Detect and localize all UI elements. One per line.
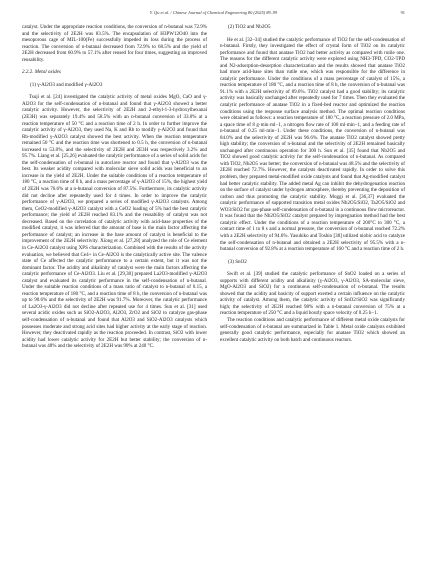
intro-paragraph: catalyst. Under the appropriate reaction conditions, the conversion of n-butanal was 72.9% and the selectivity of 2E2H was 83.5%. The encapsulation of H3PW12O40 into the mesoporous cage of MIL-100(Fe) successfully impeded its loss during the process of reaction. The conversion of n-butanal decreased from 72.9% to 68.5% and the yield of 2E2H decreased from 60.9% to 57.1% after reused for four times, suggesting an improved reusability.: [22, 24, 207, 63]
left-column: [22, 24, 207, 350]
paragraph-sno2: Swift et al. [39] studied the catalytic performance of SnO2 loaded on a series of supports with different acidity and alkalinity (γ-Al2O3, γ-Al2O3, SA-molecular sieve, MgO-Al2O3 and SiO2) for a continuous self-condensation of n-butanal. The results showed that the acidity and basicity of support exerted a certain influence on the catalytic activity of catalyst. Among them, the catalytic activity of SnO2/SiO2 was significantly high; the selectivity of 2E2H reached 98% with a n-butanal conversion of 75% at a reaction temperature of 250 °C and a liquid hourly space velocity of 0.25 h−1.: [220, 271, 405, 317]
section-heading-metal-oxides: 2.2.2. Metal oxides: [22, 69, 61, 76]
running-head-citation: Y. Qu et al. / Chinese Journal of Chemical Engineering 80 (2025) 89–99: [149, 10, 278, 15]
subsection-heading-sno2: (3) SnO2: [228, 258, 247, 265]
two-column-body: [22, 24, 405, 350]
subsection-heading-tio2-nb2o5: (2) TiO2 and Nb2O5: [228, 24, 271, 30]
paragraph-tio2-nb2o5: He et al. [32–34] studied the catalytic performance of TiO2 for the self-condensation of n-butanal. Firstly, they investigated the effect of crystal form of TiO2 on its catalytic performance and found that anatase TiO2 had better activity as compared with rutile one. The reasons for the different catalytic activity were explored using NH3-TPD, CO2-TPD and N2-adsorption-desorption characterization and the results showed that anatase TiO2 had more acid-base sites than rutile one, which was responsible for the difference in catalytic performance. Under the conditions of a mass percentage of catalyst of 15%, a reaction temperature of 180 °C, and a reaction time of 8 h, the conversion of n-butanal was 91.1% with a 2E2H selectivity of 89.6%. TiO2 catalyst had a good stability; its catalytic activity was basically unchanged after repeatedly used for 7 times. Then they evaluated the catalytic performance of anatase TiO2 in a fixed-bed reactor and optimized the reaction conditions using the response surface analysis method. The optimal reaction conditions were obtained as follows: a reaction temperature of 180 °C, a reaction pressure of 2.0 MPa, a space time of 8 g·min·ml−1, a nitrogen flow rate of 100 ml·min−1, and a feeding rate of n-butanal of 0.25 ml·min−1. Under these conditions, the conversion of n-butanal was 84.0% and the selectivity of 2E2H was 96.6%. The anatase TiO2 catalyst showed pretty high stability; the conversion of n-butanal and the selectivity of 2E2H remained basically unchanged after continuous operation for 300 h. Sun et al. [35] found that Nb2O5 and TiO2 showed good catalytic activity for the self-condensation of n-butanal. As compared with TiO2, Nb2O5 was better; the conversion of n-butanal was 48.5% and the selectivity of 2E2H reached 72.7%. However, the catalysts deactivated rapidly. In order to solve this problem, they prepared metal-modified oxide catalysts and found that Ag-modified catalyst had better catalytic stability. The added metal Ag can inhibit the dehydrogenation reaction on the surface of catalyst under hydrogen atmosphere, thereby preventing the deposition of carbon and thus promoting the catalytic stability. Moggi et al. [36,37] evaluated the catalytic performance of supported transition metal oxides Nb2O5/SiO2, Ta2O5/SiO2 and WO3/SiO2 for gas-phase self-condensation of n-butanal in a continuous flow microreactor. It was found that the Nb2O5/SiO2 catalyst prepared by impregnation method had the best catalytic effect. Under the conditions of a reaction temperature of 200°C to 300 °C, a contact time of 1 to 8 s and a normal pressure, the conversion of n-butanal reached 72.2% with a 2E2H selectivity of 94.6%. Yasuhiko and Toshio [38] utilized niobic acid to catalyze the self-condensation of n-butanal and obtained a 2E2H selectivity of 95.5% with a n-butanal conversion of 92.8% at a reaction temperature of 160 °C and a reaction time of 2 h.: [220, 36, 405, 253]
running-head: [22, 8, 405, 20]
right-column: [220, 24, 405, 350]
paragraph-summary: The reaction conditions and catalytic performance of different metal oxide catalysts for self-condensation of n-butanal are summarized in Table 1. Metal oxide catalysts exhibited generally good catalytic performance, especially for anatase TiO2 which showed an excellent catalytic activity on both batch and continuous reactors.: [220, 316, 405, 343]
page-number: 91: [400, 10, 405, 15]
paragraph-alumina: Tsuji et al. [24] investigated the catalytic activity of metal oxides MgO, CaO and γ-Al2O3 for the self-condensation of n-butanal and found that γ-Al2O3 showed a better catalytic activity. However, the selectivity of 2E2H and 2-ethyl-1-3-hydroxylhexanal (2E3H) was separately 19.4% and 58.5% with an n-butanal conversion of 33.0% at a reaction temperature of 50 °C and a reaction time of 2 h. In order to further improve the catalytic activity of γ-Al2O3, they used Na, K and Rb to modify γ-Al2O3 and found that Rb-modified γ-Al2O3 catalyst showed the best activity. When the reaction temperature remained 50 °C and the reaction time was shortened to 0.5 h, the conversion of n-butanal increased to 53.0%, and the selectivity of 2E2H and 2E3H was respectively 3.2% and 95.7%. Liang et al. [25,26] evaluated the catalytic performance of a series of solid acids for the self-condensation of n-butanal in autoclave reactor and found that γ-Al2O3 was the best. Its weaker acidity compared with molecular sieve solid acids was beneficial to an increase in the yield of 2E2H. Under the suitable conditions of a reaction temperature of 180 °C, a reaction time of 8 h, and a mass percentage of γ-Al2O3 of 15%, the highest yield of 2E2H was 76.6% at a n-butanal conversion of 87.5%. Furthermore, its catalytic activity did not decline after repeatedly used for 4 times. In order to improve the catalytic performance of γ-Al2O3, we prepared a series of modified γ-Al2O3 catalysts. Among them, CeO2-modified γ-Al2O3 catalyst with a CeO2 loading of 5% had the best catalytic performance; the yield of 2E2H reached 83.1% and the reusability of catalyst was not decreased. Based on the correlation of catalytic activity with acid-base properties of the modified catalyst, it was inferred that the amount of base is the main factor affecting the performance of catalyst; an increase in the base amount of catalyst is beneficial to the improvement of the 2E2H selectivity. Xiong et al. [27,28] analyzed the role of Ce element in Ce-Al2O3 catalyst using XPS characterization. Combined with the results of the activity evaluation, we believed that Ce4+ in Ce-Al2O3 is the catalytically active site. The valence state of Ce affected the catalytic performance to a certain extent, but it was not the dominant factor. The acidity and alkalinity of catalyst were the main factors affecting the catalytic performance of Ce-Al2O3. Liu et al. [29,30] prepared La2O3-modified γ-Al2O3 catalyst and evaluated its catalytic performance in the self-condensation of n-butanal. Under the suitable reaction conditions of a mass ratio of catalyst to n-butanal of 0.15, a reaction temperature of 180 °C, and a reaction time of 8 h, the conversion of n-butanal was up to 90.6% and the selectivity of 2E2H was 91.7%. Moreover, the catalytic performance of La2O3-γ-Al2O3 did not decline after repeated use for 4 times. Sun et al. [31] used several acidic oxides such as SiO2-Al2O3, Al2O3, ZrO2 and SiO2 to catalyze gas-phase self-condensation of n-butanal and found that Al2O3 and SiO2-Al2O3 catalysts which possesses moderate and strong acid sites had higher activity at the early stage of reaction. However, they deactivated rapidly as the reaction proceeded. In contrast, SiO2 with lower acidity had lower catalytic activity for 2E2H but better stability; the conversion of n-butanal was 48% and the selectivity of 2E2H was 90% at 240 °C.: [22, 94, 207, 350]
subsection-heading-alumina: (1) γ-Al2O3 and modified γ-Al2O3: [30, 81, 103, 88]
